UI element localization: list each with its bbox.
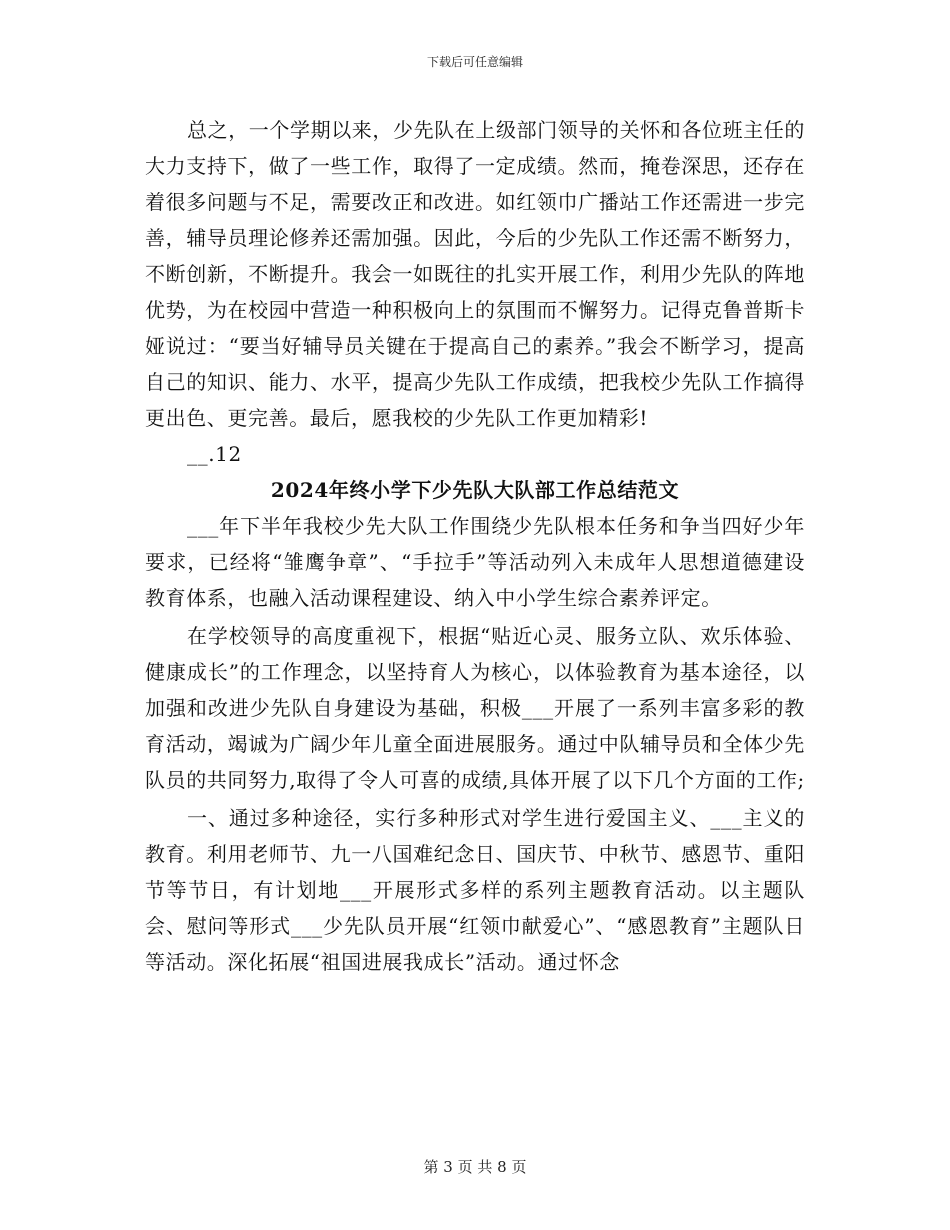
paragraph-leadership: 在学校领导的高度重视下，根据“贴近心灵、服务立队、欢乐体验、健康成长”的工作理念，以坚持育人为核心，以体验教育为基本途径，以加强和改进少先队自身建设为基础，积极___开展了一系列丰富多彩的教育活动，竭诚为广阔少年儿童全面进展服务。通过中队辅导员和全体少先队员的共同努力,取得了令人可喜的成绩,具体开展了以下几个方面的工作; — [145, 624, 805, 792]
date-line: __.12 — [187, 442, 242, 466]
document-body — [145, 112, 805, 980]
paragraph-conclusion: 总之，一个学期以来，少先队在上级部门领导的关怀和各位班主任的大力支持下，做了一些工作，取得了一定成绩。然而，掩卷深思，还存在着很多问题与不足，需要改正和改进。如红领巾广播站工作还需进一步完善，辅导员理论修养还需加强。因此，今后的少先队工作还需不断努力，不断创新，不断提升。我会一如既往的扎实开展工作，利用少先队的阵地优势，为在校园中营造一种积极向上的氛围而不懈努力。记得克鲁普斯卡娅说过：“要当好辅导员关键在于提高自己的素养。”我会不断学习，提高自己的知识、能力、水平，提高少先队工作成绩，把我校少先队工作搞得更出色、更完善。最后，愿我校的少先队工作更加精彩! — [145, 118, 805, 430]
paragraph-section-1: 一、通过多种途径，实行多种形式对学生进行爱国主义、___主义的教育。利用老师节、九一八国难纪念日、国庆节、中秋节、感恩节、重阳节等节日，有计划地___开展形式多样的系列主题教育活动。以主题队会、慰问等形式___少先队员开展“红领巾献爱心”、“感恩教育”主题队日等活动。深化拓展“祖国进展我成长”活动。通过怀念 — [145, 806, 805, 974]
paragraph-intro: ___年下半年我校少先大队工作围绕少先队根本任务和争当四好少年要求，已经将“雏鹰争章”、“手拉手”等活动列入未成年人思想道德建设教育体系，也融入活动课程建设、纳入中小学生综合素养评定。 — [145, 514, 805, 610]
page-footer: 第 3 页 共 8 页 — [423, 1158, 527, 1176]
page-header: 下载后可任意编辑 — [426, 55, 523, 69]
document-title: 2024年终小学下少先队大队部工作总结范文 — [270, 478, 680, 502]
